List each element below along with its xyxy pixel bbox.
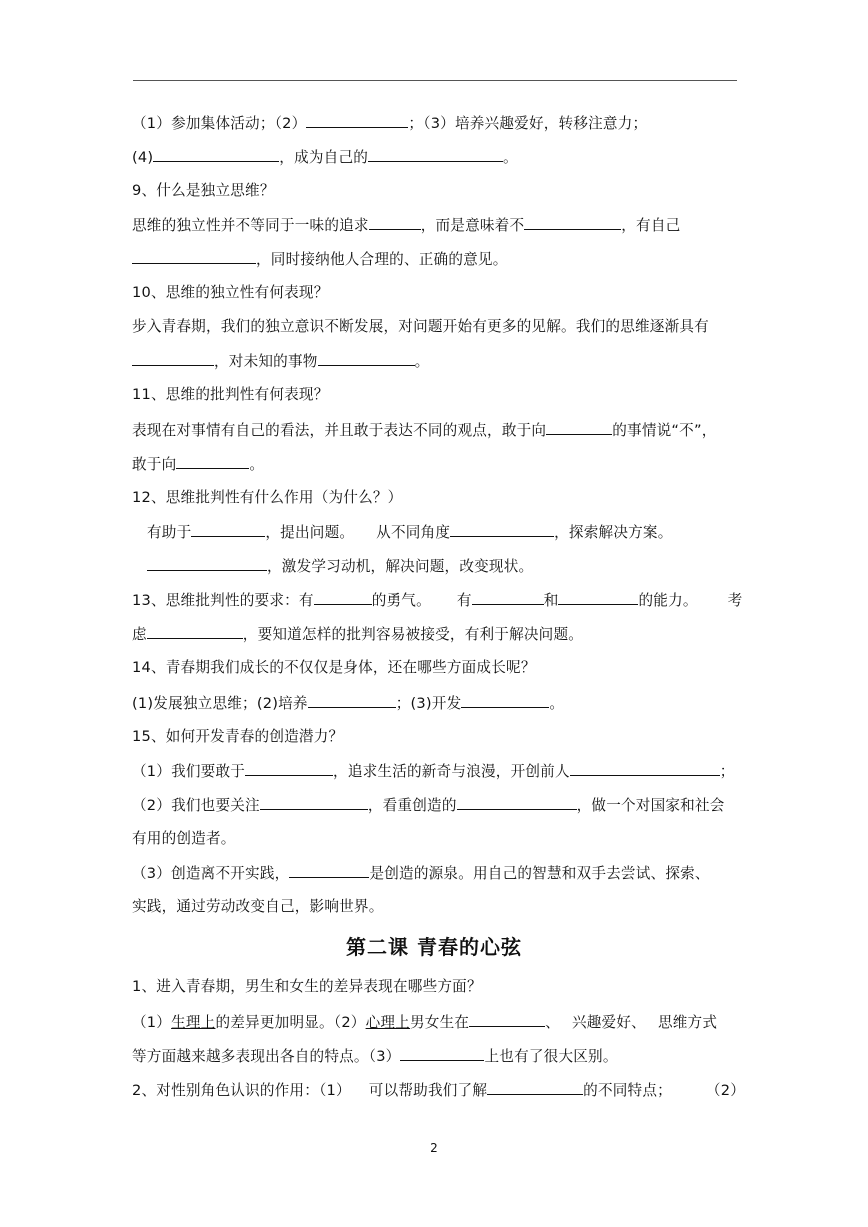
text-line [132, 795, 742, 816]
text: 虑 [132, 626, 147, 643]
fill-blank [524, 215, 621, 230]
fill-blank [368, 147, 503, 162]
text-line [132, 113, 742, 134]
question-heading: 10、思维的独立性有何表现？ [132, 284, 329, 301]
text: ；（3）培养兴趣爱好，转移注意力； [408, 115, 648, 132]
text: ，有自己 [621, 217, 681, 234]
fill-blank [308, 693, 396, 708]
fill-blank [191, 522, 265, 537]
text: 思维的独立性并不等同于一味的追求 [132, 217, 369, 234]
question-heading: 9、什么是独立思维？ [132, 182, 275, 199]
text: （1）我们要敢于 [132, 763, 246, 780]
text: 和 [543, 592, 559, 609]
text: ； [719, 763, 735, 780]
text: 考 [727, 592, 743, 609]
text: （2）我们也要关注 [132, 797, 260, 814]
text-line [132, 1012, 742, 1033]
text: 等方面越来越多表现出各自的特点。（3） [132, 1048, 401, 1065]
fill-blank [457, 795, 577, 810]
text: （3）创造离不开实践， [132, 865, 290, 882]
text: (1)发展独立思维；(2)培养 [132, 695, 308, 712]
text: ，做一个对国家和社会 [576, 797, 725, 814]
section-heading: 第二课 青春的心弦 [346, 935, 522, 959]
underlined-text: 心理上 [365, 1014, 410, 1031]
text-line [147, 556, 757, 577]
text: ，要知道怎样的批判容易被接受，有利于解决问题。 [242, 626, 584, 643]
text: 13、思维批判性的要求：有 [132, 592, 314, 609]
text: 的差异更加明显。（2） [215, 1014, 366, 1031]
text: 兴趣爱好、 [571, 1014, 646, 1031]
text: ，探索解决方案。 [554, 524, 673, 541]
text-line [147, 522, 757, 543]
fill-blank [487, 1080, 583, 1095]
text: ，提出问题。 [265, 524, 355, 541]
text: 男女生在 [409, 1014, 470, 1031]
fill-blank [546, 420, 612, 435]
fill-blank [289, 863, 369, 878]
fill-blank [260, 795, 368, 810]
question-heading: 15、如何开发青春的创造潜力？ [132, 728, 344, 745]
text: 的不同特点； [583, 1082, 672, 1099]
fill-blank [369, 215, 421, 230]
text-line [132, 693, 742, 714]
text: 思维方式 [657, 1014, 718, 1031]
question-heading: 11、思维的批判性有何表现？ [132, 386, 329, 403]
text: 有 [456, 592, 472, 609]
fill-blank [176, 454, 249, 469]
text: 的勇气。 [371, 592, 431, 609]
text-line [132, 215, 742, 236]
text: ，而是意味着不 [420, 217, 525, 234]
text-line [132, 761, 742, 782]
text: ，追求生活的新奇与浪漫，开创前人 [333, 763, 570, 780]
text-line [132, 351, 742, 372]
text: 上也有了很大区别。 [484, 1048, 618, 1065]
text-line [132, 1080, 745, 1101]
text: 、 [545, 1014, 560, 1031]
text: （1） [132, 1014, 172, 1031]
text: 。 [249, 456, 265, 473]
fill-blank [132, 249, 256, 264]
text-line [132, 863, 742, 884]
text: 2、对性别角色认识的作用：（1） [132, 1082, 351, 1099]
fill-blank [469, 1012, 545, 1027]
text: （1）参加集体活动；（2） [132, 115, 307, 132]
text: 的能力。 [638, 592, 698, 609]
text-line [132, 147, 742, 168]
text: 可以帮助我们了解 [368, 1082, 488, 1099]
text-line [132, 590, 742, 611]
fill-blank [314, 590, 372, 605]
text: (4) [132, 149, 154, 166]
text: 敢于向 [132, 456, 177, 473]
text: ，成为自己的 [279, 149, 369, 166]
text: 是创造的源泉。用自己的智慧和双手去尝试、探索、 [369, 865, 710, 882]
text: 的事情说“不”， [612, 422, 717, 439]
question-heading: 12、思维批判性有什么作用（为什么？） [132, 489, 403, 506]
text-line [132, 249, 742, 270]
text: ，激发学习动机，解决问题，改变现状。 [267, 558, 534, 575]
text: ；(3)开发 [395, 695, 462, 712]
text: ，同时接纳他人合理的、正确的意见。 [256, 251, 508, 268]
text: 。 [414, 353, 430, 370]
text-line: 有用的创造者。 [132, 830, 236, 847]
fill-blank [318, 351, 415, 366]
text: 有助于 [147, 524, 192, 541]
text-line [132, 1046, 742, 1067]
text: 表现在对事情有自己的看法，并且敢于表达不同的观点，敢于向 [132, 422, 547, 439]
header-rule [133, 80, 737, 81]
fill-blank [450, 522, 554, 537]
text-line: 实践，通过劳动改变自己，影响世界。 [132, 898, 384, 915]
fill-blank [132, 351, 214, 366]
text: 从不同角度 [376, 524, 451, 541]
fill-blank [558, 590, 638, 605]
fill-blank [400, 1046, 484, 1061]
underlined-text: 生理上 [171, 1014, 216, 1031]
fill-blank [570, 761, 720, 776]
fill-blank [472, 590, 544, 605]
text-line [132, 624, 742, 645]
fill-blank [153, 147, 279, 162]
question-heading: 1、进入青春期，男生和女生的差异表现在哪些方面？ [132, 978, 482, 995]
text: （2） [705, 1082, 745, 1099]
text: 。 [503, 149, 518, 166]
fill-blank [147, 556, 267, 571]
text-line: 步入青春期，我们的独立意识不断发展，对问题开始有更多的见解。我们的思维逐渐具有 [132, 318, 709, 335]
text: ，看重创造的 [367, 797, 457, 814]
text-line [132, 420, 742, 441]
page-number: 2 [430, 1141, 438, 1155]
fill-blank [306, 113, 408, 128]
fill-blank [147, 624, 243, 639]
text: 。 [549, 695, 565, 712]
fill-blank [461, 693, 549, 708]
text: ，对未知的事物 [214, 353, 318, 370]
fill-blank [245, 761, 333, 776]
text-line [132, 454, 742, 475]
question-heading: 14、青春期我们成长的不仅仅是身体，还在哪些方面成长呢？ [132, 659, 536, 676]
